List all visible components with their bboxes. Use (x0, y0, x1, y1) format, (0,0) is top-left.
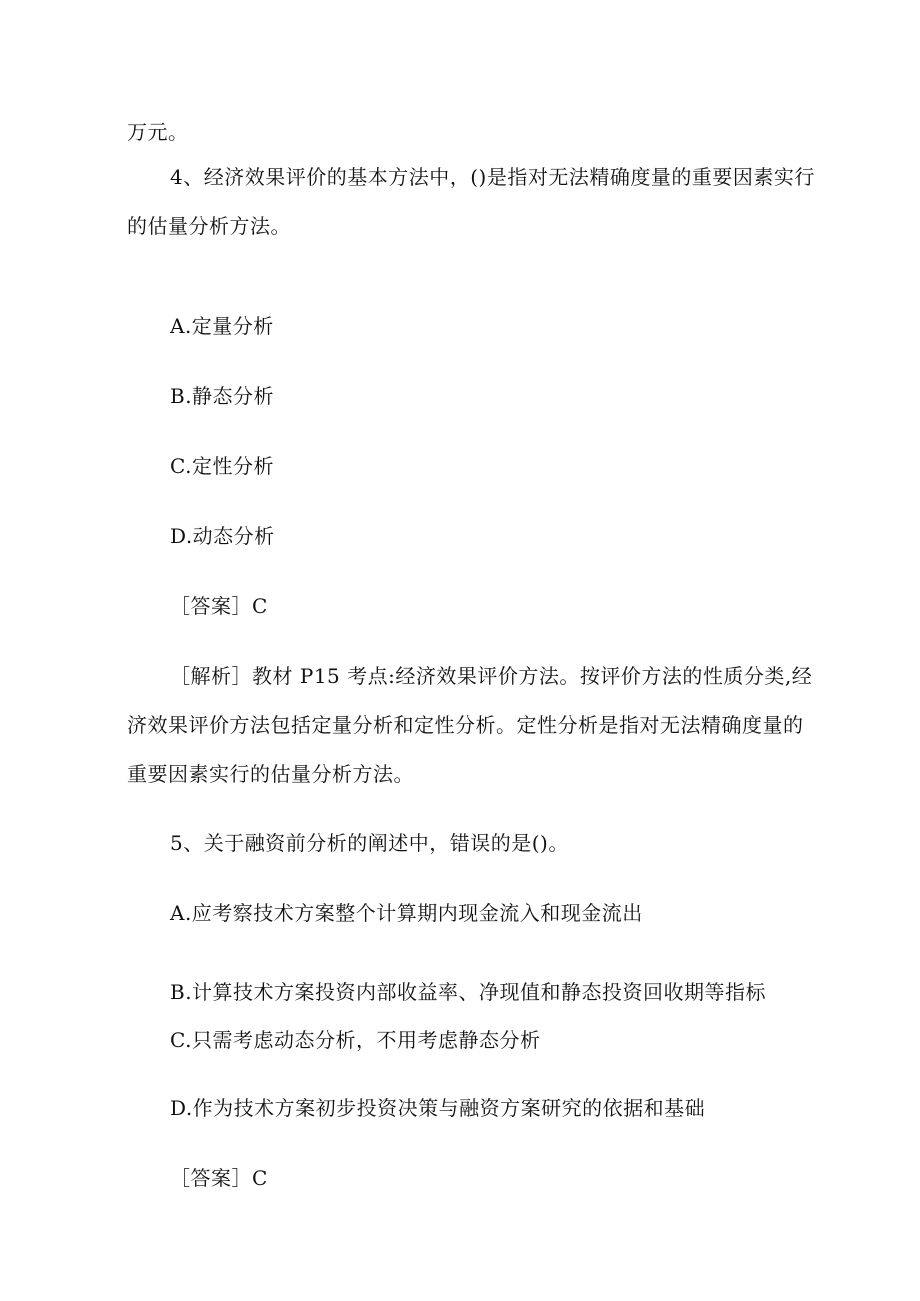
q5-option-b: B.计算技术方案投资内部收益率、净现值和静态投资回收期等指标 (170, 980, 767, 1004)
q5-answer: ［答案］C (170, 1166, 268, 1190)
q4-analysis-line-2: 济效果评价方法包括定量分析和定性分析。定性分析是指对无法精确度量的 (127, 713, 804, 737)
q4-analysis-line-3: 重要因素实行的估量分析方法。 (127, 762, 414, 786)
q4-stem-line-2: 的估量分析方法。 (127, 214, 291, 238)
q4-stem-line-1: 4、经济效果评价的基本方法中，()是指对无法精确度量的重要因素实行 (170, 165, 815, 189)
q5-option-c: C.只需考虑动态分析，不用考虑静态分析 (170, 1028, 541, 1052)
q4-option-b: B.静态分析 (170, 384, 275, 408)
q4-answer: ［答案］C (170, 594, 268, 618)
q5-stem: 5、关于融资前分析的阐述中，错误的是()。 (170, 831, 569, 855)
q4-option-d: D.动态分析 (170, 524, 275, 548)
q4-option-c: C.定性分析 (170, 454, 274, 478)
q5-option-a: A.应考察技术方案整个计算期内现金流入和现金流出 (170, 901, 643, 925)
q4-option-a: A.定量分析 (170, 314, 274, 338)
q4-analysis-line-1: ［解析］教材 P15 考点:经济效果评价方法。按评价方法的性质分类,经 (170, 664, 813, 688)
q5-option-d: D.作为技术方案初步投资决策与融资方案研究的依据和基础 (170, 1096, 706, 1120)
continuation-text: 万元。 (127, 120, 189, 144)
